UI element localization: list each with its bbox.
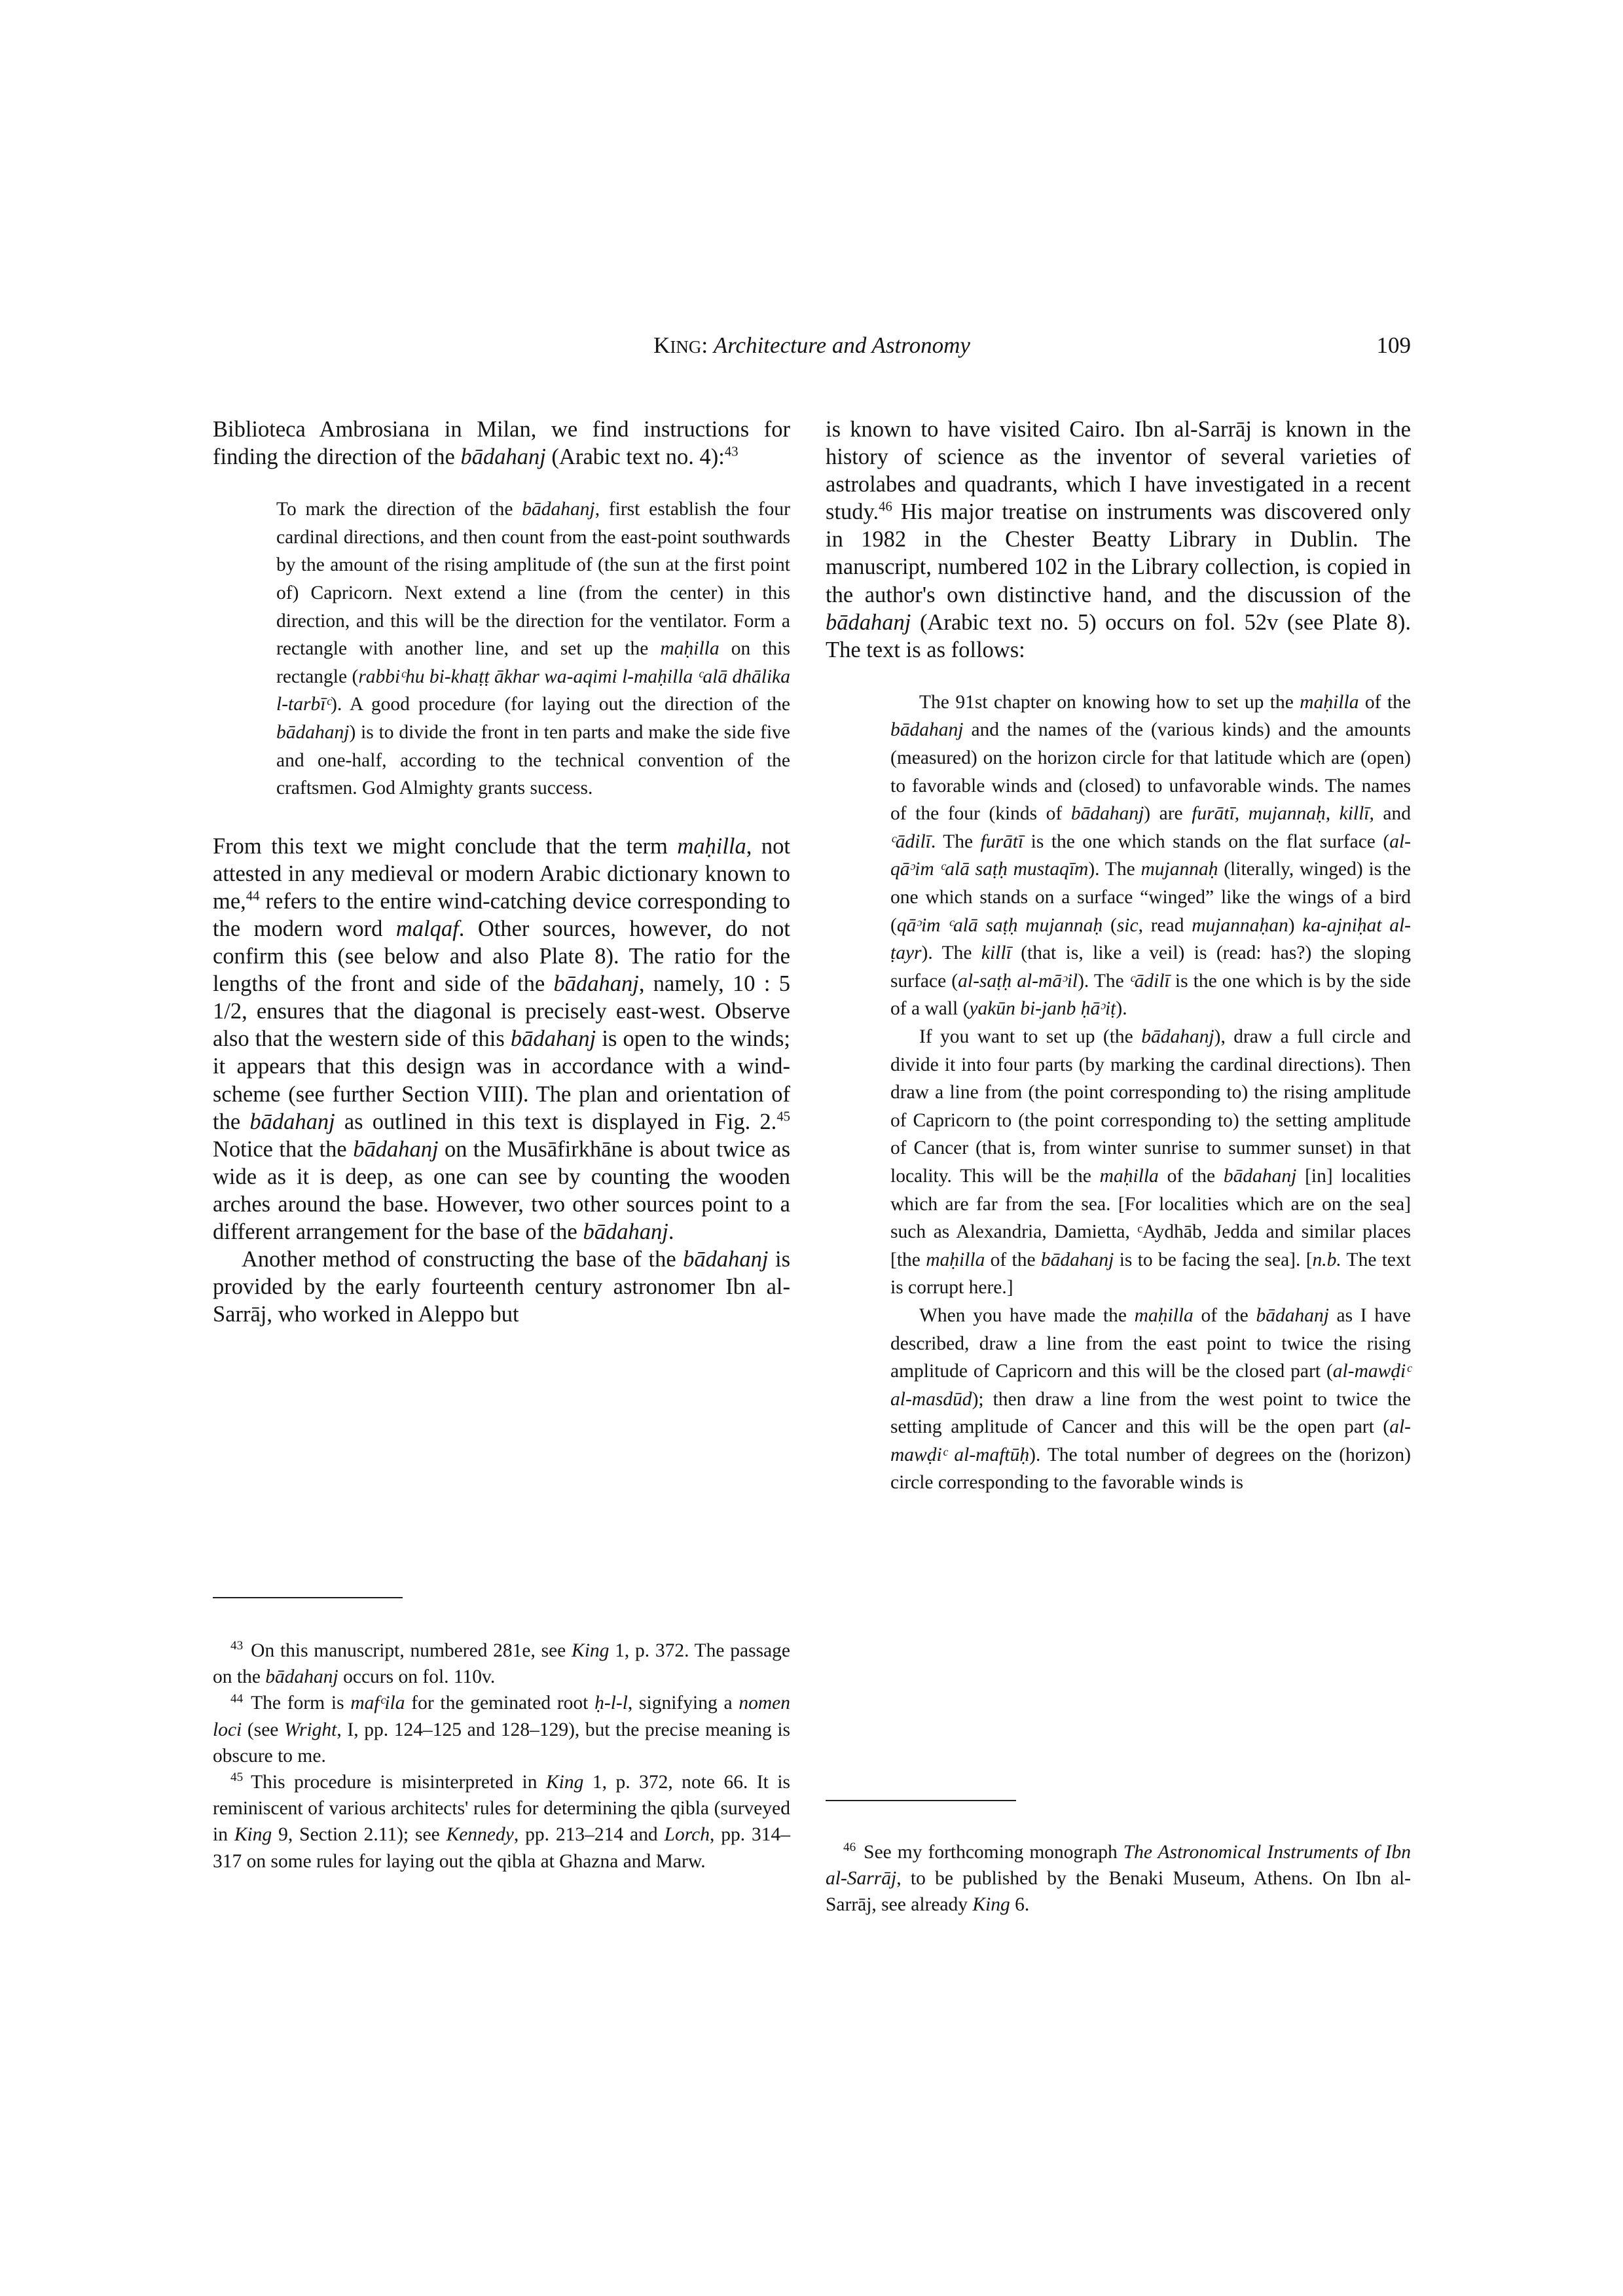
quote-paragraph: To mark the direction of the bādahanj, first establish the four cardinal directions, and then count from the east-point southwards by the amount of the rising amplitude of (the sun at the first point of) Capricorn. Next extend a line (from the center) in this direction, and this will be the direction for the ventilator. Form a rectangle with another line, and set up the maḥilla on this rectangle (rabbiᶜhu bi-khaṭṭ ākhar wa-aqimi l-maḥilla ᶜalā dhālika l-tarbīᶜ). A good procedure (for laying out the direction of the bādahanj) is to divide the front in ten parts and make the side five and one-half, according to the technical convention of the craftsmen. God Almighty grants success. — [276, 499, 790, 799]
page-number: 109 — [1376, 332, 1411, 358]
paragraph-mahilla-discussion: From this text we might conclude that the term maḥilla, not attested in any medieval or modern Arabic dictionary known to me,$^{44}$ refers to the entire wind-catching device corresponding to the modern word malqaf. Other sources, however, do not confirm this (see below and also Plate 8). The ratio for the lengths of the front and side of the bādahanj, namely, 10 : 5 1/2, ensures that the diagonal is precisely east-west. Observe also that the western side of this bādahanj is open to the winds; it appears that this design was in accordance with a wind-scheme (see further Section VIII). The plan and orientation of the bādahanj as outlined in this text is displayed in Fig. 2.45 Notice that the bādahanj on the Musāfirkhāne is about twice as wide as it is deep, as one can see by counting the wooden arches around the base. However, two other sources point to a different arrangement for the base of the bādahanj. — [213, 833, 790, 1245]
footnotes-right — [826, 1839, 1411, 1918]
footnote-45: $^{45}$ This procedure is misinterpreted in King 1, p. 372, note 66. It is reminiscent of various architects' rules for determining the qibla (surveyed in King 9, Section 2.11); see Kennedy, pp. 213–214 and Lorch, pp. 314–317 on some rules for laying out the qibla at Ghazna and Marw. — [213, 1770, 791, 1872]
footnote-ref-43: 43 — [724, 444, 739, 459]
footnote-43: $^{43}$ On this manuscript, numbered 281e, see King 1, p. 372. The passage on the bādahanj occurs on fol. 110v. — [213, 1639, 790, 1688]
footnote-ref-46: 46 — [879, 499, 892, 514]
article-title: Architecture and Astronomy — [713, 332, 970, 358]
footnotes-left — [213, 1638, 790, 1874]
footnote-ref-45: 45 — [776, 1109, 790, 1124]
block-quote-arabic-text-5 — [890, 689, 1411, 1497]
paragraph-intro: Biblioteca Ambrosiana in Milan, we find instructions for finding the direction of the bādahanj (Arabic text no. 4):$^{43}$ — [213, 417, 790, 470]
paragraph-ibn-al-sarraj: is known to have visited Cairo. Ibn al-Sarrāj is known in the history of science as the inventor of several varieties of astrolabes and quadrants, which I have investigated in a recent study.$^{46}$ His major treatise on instruments was discovered only in 1982 in the Chester Beatty Library in Dublin. The manuscript, numbered 102 in the Library collection, is copied in the author's own distinctive hand, and the discussion of the bādahanj (Arabic text no. 5) occurs on fol. 52v (see Plate 8). The text is as follows: — [826, 417, 1411, 662]
paragraph-another-method: Another method of constructing the base of the bādahanj is provided by the early fourteenth century astronomer Ibn al-Sarrāj, who worked in Aleppo but — [213, 1247, 791, 1327]
block-quote-arabic-text-4 — [276, 495, 790, 802]
quote-paragraph-closed-open: When you have made the maḥilla of the bādahanj as I have described, draw a line from the east point to twice the rising amplitude of Capricorn and this will be the closed part (al-mawḍiᶜ al-masdūd); then draw a line from the west point to twice the setting amplitude of Cancer and this will be the open part (al-mawḍiᶜ al-maftūḥ). The total number of degrees on the (horizon) circle corresponding to the favorable winds is — [890, 1304, 1411, 1494]
left-column — [213, 416, 790, 1328]
author-initial: K — [653, 332, 670, 358]
quote-paragraph-chapter-91: The 91st chapter on knowing how to set up the maḥilla of the bādahanj and the names of the (various kinds) and the amounts (measured) on the horizon circle for that latitude which are (open) to favorable winds and (closed) to unfavorable winds. The names of the four (kinds of bādahanj) are furātī, mujannaḥ, killī, and ᶜādilī. The furātī is the one which stands on the flat surface (al-qāᵓim ᶜalā saṭḥ mustaqīm). The mujannaḥ (literally, winged) is the one which stands on a surface “winged” like the wings of a bird (qāᵓim ᶜalā saṭḥ mujannaḥ (sic, read mujannaḥan) ka-ajniḥat al-ṭayr). The killī (that is, like a veil) is (read: has?) the sloping surface (al-saṭḥ al-māᵓil). The ᶜādilī is the one which is by the side of a wall (yakūn bi-janb ḥāᵓiṭ). — [890, 691, 1412, 1020]
footnote-44: $^{44}$ The form is mafᶜila for the geminated root ḥ-l-l, signifying a nomen loci (see Wright, I, pp. 124–125 and 128–129), but the precise meaning is obscure to me. — [213, 1691, 791, 1767]
author-name-rest: ING — [670, 337, 702, 357]
footnote-46: $^{46}$ See my forthcoming monograph The Astronomical Instruments of Ibn al-Sarrāj, to be published by the Benaki Museum, Athens. On Ibn al-Sarrāj, see already King 6. — [826, 1840, 1411, 1916]
running-header — [213, 332, 1411, 372]
right-column — [826, 416, 1411, 1497]
footnote-divider-left — [213, 1597, 403, 1598]
title-separator: : — [701, 332, 708, 358]
quote-paragraph-setup: If you want to set up (the bādahanj), draw a full circle and divide it into four parts (by marking the cardinal directions). Then draw a line from (the point corresponding to) the rising amplitude of Capricorn to (the point corresponding to) the setting amplitude of Cancer (that is, from winter sunrise to summer sunset) in that locality. This will be the maḥilla of the bādahanj [in] localities which are far from the sea. [For localities which are on the sea] such as Alexandria, Damietta, ᶜAydhāb, Jedda and similar places [the maḥilla of the bādahanj is to be facing the sea]. [n.b. The text is corrupt here.] — [890, 1026, 1411, 1299]
running-head-title — [213, 332, 1411, 359]
footnote-divider-right — [826, 1800, 1016, 1801]
footnote-ref-44: 44 — [246, 889, 260, 904]
